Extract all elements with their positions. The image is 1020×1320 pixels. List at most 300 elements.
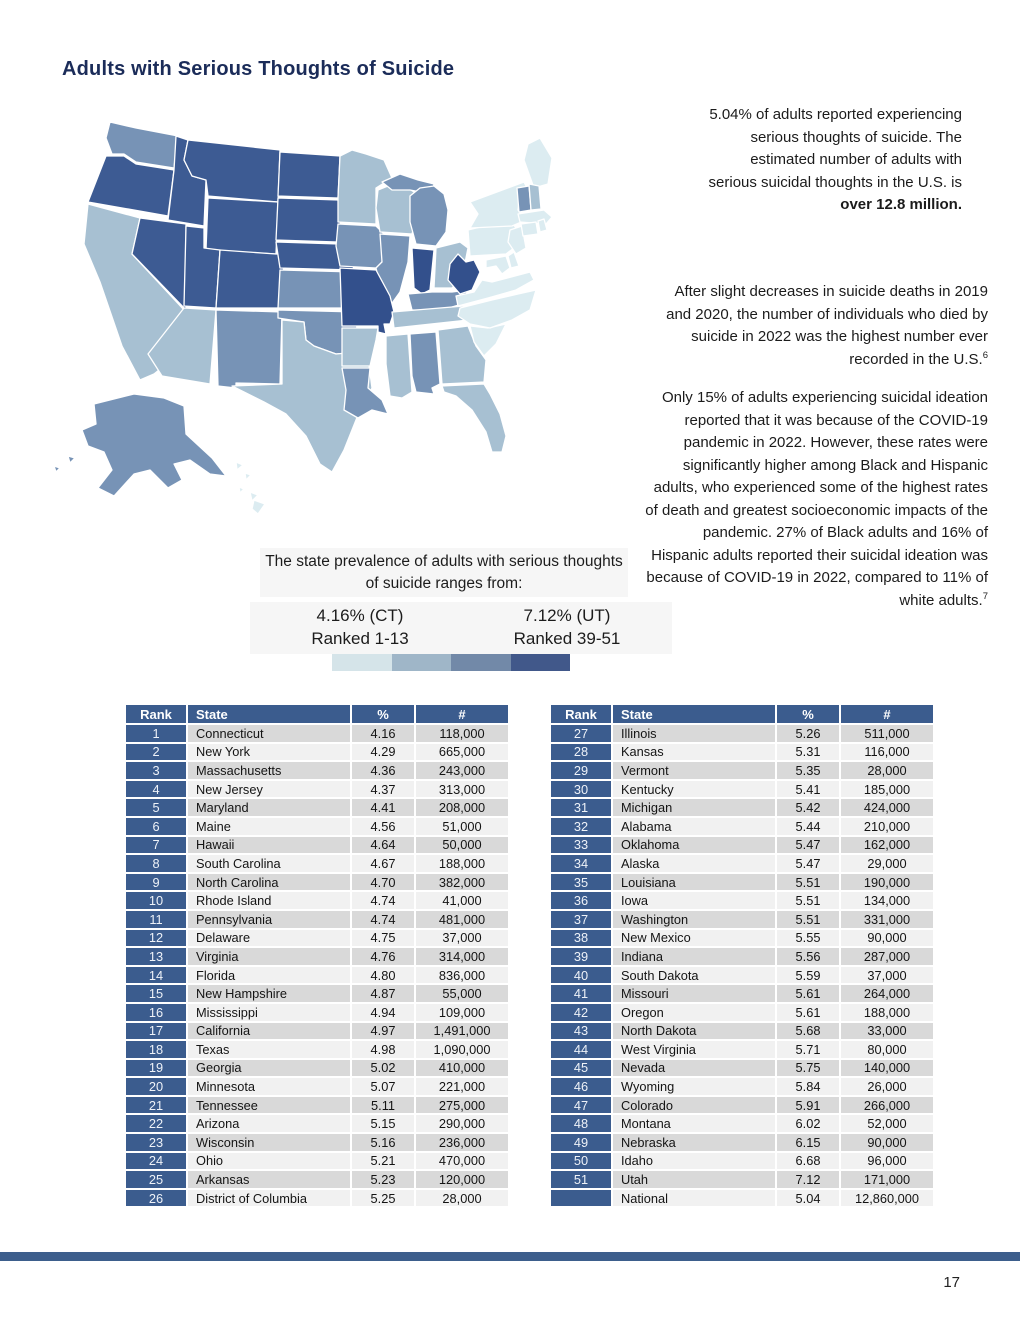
rank-cell: 32 (551, 818, 611, 835)
table-row (126, 762, 508, 779)
percent-cell: 5.55 (777, 930, 839, 947)
rank-cell: 24 (126, 1153, 186, 1170)
page-title: Adults with Serious Thoughts of Suicide (62, 58, 455, 80)
percent-cell: 5.25 (352, 1190, 414, 1207)
state-cell: Minnesota (188, 1078, 350, 1095)
table-row (126, 799, 508, 816)
count-cell: 134,000 (841, 892, 933, 909)
state-cell: National (613, 1190, 775, 1207)
table-row (551, 837, 933, 854)
table-row (551, 1023, 933, 1040)
state-cell: Louisiana (613, 874, 775, 891)
table-row (551, 930, 933, 947)
rank-cell: 47 (551, 1097, 611, 1114)
rank-cell: 27 (551, 725, 611, 742)
footnote-6: 6 (982, 349, 988, 361)
count-cell: 210,000 (841, 818, 933, 835)
rank-cell: 51 (551, 1171, 611, 1188)
state-cell: Missouri (613, 985, 775, 1002)
percent-cell: 4.37 (352, 781, 414, 798)
state-cell: Idaho (613, 1153, 775, 1170)
column-header: Rank (551, 705, 611, 723)
count-cell: 1,090,000 (416, 1041, 508, 1058)
count-cell: 28,000 (841, 762, 933, 779)
count-cell: 118,000 (416, 725, 508, 742)
state-indiana (412, 248, 434, 294)
state-cell: Arizona (188, 1115, 350, 1132)
state-cell: Vermont (613, 762, 775, 779)
percent-cell: 5.75 (777, 1060, 839, 1077)
table-row (126, 818, 508, 835)
state-cell: New Mexico (613, 930, 775, 947)
rank-cell: 42 (551, 1004, 611, 1021)
rank-cell: 7 (126, 837, 186, 854)
percent-cell: 5.47 (777, 837, 839, 854)
legend-low-value: 4.16% (CT) (316, 606, 404, 625)
percent-cell: 4.70 (352, 874, 414, 891)
state-cell: Virginia (188, 948, 350, 965)
rank-cell: 18 (126, 1041, 186, 1058)
count-cell: 50,000 (416, 837, 508, 854)
state-cell: Connecticut (188, 725, 350, 742)
rank-cell: 33 (551, 837, 611, 854)
rank-cell: 36 (551, 892, 611, 909)
percent-cell: 5.84 (777, 1078, 839, 1095)
percent-cell: 5.26 (777, 725, 839, 742)
table-row (551, 855, 933, 872)
state-arkansas (342, 328, 378, 366)
percent-cell: 6.15 (777, 1134, 839, 1151)
count-cell: 275,000 (416, 1097, 508, 1114)
percent-cell: 4.16 (352, 725, 414, 742)
rank-cell: 40 (551, 967, 611, 984)
table-row (551, 892, 933, 909)
suicide-deaths-paragraph (648, 281, 988, 371)
rank-cell: 25 (126, 1171, 186, 1188)
count-cell: 51,000 (416, 818, 508, 835)
count-cell: 382,000 (416, 874, 508, 891)
percent-cell: 5.51 (777, 892, 839, 909)
rank-cell: 14 (126, 967, 186, 984)
state-cell: Kentucky (613, 781, 775, 798)
percent-cell: 4.94 (352, 1004, 414, 1021)
state-cell: Indiana (613, 948, 775, 965)
table-row (551, 818, 933, 835)
page-number: 17 (943, 1274, 960, 1291)
rank-cell: 48 (551, 1115, 611, 1132)
state-cell: Rhode Island (188, 892, 350, 909)
state-cell: Pennsylvania (188, 911, 350, 928)
deaths-text: After slight decreases in suicide deaths in 2019 and 2020, the number of individuals who died by suicide in 2022 was the highest number ever recorded in the U.S. (666, 283, 988, 368)
hawaii-island (245, 473, 251, 480)
table-row (126, 1171, 508, 1188)
count-cell: 221,000 (416, 1078, 508, 1095)
intro-bold-stat: over 12.8 million. (840, 196, 962, 213)
table-row (126, 948, 508, 965)
state-cell: North Carolina (188, 874, 350, 891)
count-cell: 190,000 (841, 874, 933, 891)
state-cell: New York (188, 744, 350, 761)
colorbar-segment-2 (392, 654, 452, 671)
table-row (126, 1060, 508, 1077)
rank-cell: 6 (126, 818, 186, 835)
table-row (551, 1097, 933, 1114)
table-row (551, 1190, 933, 1207)
state-cell: Michigan (613, 799, 775, 816)
rank-cell: 41 (551, 985, 611, 1002)
state-cell: Iowa (613, 892, 775, 909)
percent-cell: 5.35 (777, 762, 839, 779)
legend-high-rank: Ranked 39-51 (513, 628, 621, 648)
covid-ideation-paragraph (644, 387, 988, 612)
state-new-hampshire (529, 184, 541, 210)
count-cell: 424,000 (841, 799, 933, 816)
rank-cell: 11 (126, 911, 186, 928)
percent-cell: 6.02 (777, 1115, 839, 1132)
count-cell: 28,000 (416, 1190, 508, 1207)
percent-cell: 5.47 (777, 855, 839, 872)
rank-cell: 31 (551, 799, 611, 816)
table-row (126, 892, 508, 909)
us-choropleth-map (40, 96, 660, 551)
state-cell: Maine (188, 818, 350, 835)
percent-cell: 4.80 (352, 967, 414, 984)
rank-cell: 20 (126, 1078, 186, 1095)
count-cell: 236,000 (416, 1134, 508, 1151)
covid-text: Only 15% of adults experiencing suicidal ideation reported that it was because of the COVID-19 pandemic in 2022. However, these rates were significantly higher among Black and Hispanic adults, who experienced some of the highest rates of death and greatest socioeconomic impacts of the pandemic. 27% of Black adults and 16% of Hispanic adults reported their suicidal ideation was because of COVID-19 in 2022, compared to 11% of white adults. (645, 389, 988, 609)
state-cell: Hawaii (188, 837, 350, 854)
table-header-row (126, 705, 508, 723)
table-row (551, 948, 933, 965)
rank-cell (551, 1190, 611, 1207)
intro-text: 5.04% of adults reported experiencing serious thoughts of suicide. The estimated number of adults with serious suicidal thoughts in the U.S. is (708, 106, 962, 191)
column-header: State (188, 705, 350, 723)
intro-paragraph (706, 104, 962, 217)
table-row (126, 874, 508, 891)
count-cell: 185,000 (841, 781, 933, 798)
table-row (551, 762, 933, 779)
state-cell: Georgia (188, 1060, 350, 1077)
state-cell: Tennessee (188, 1097, 350, 1114)
count-cell: 511,000 (841, 725, 933, 742)
rank-cell: 21 (126, 1097, 186, 1114)
state-iowa (336, 224, 386, 268)
percent-cell: 5.21 (352, 1153, 414, 1170)
percent-cell: 4.74 (352, 911, 414, 928)
percent-cell: 4.74 (352, 892, 414, 909)
state-cell: Massachusetts (188, 762, 350, 779)
count-cell: 470,000 (416, 1153, 508, 1170)
colorbar-segment-4 (511, 654, 571, 671)
table-row (126, 967, 508, 984)
table-row (126, 1134, 508, 1151)
state-cell: Wyoming (613, 1078, 775, 1095)
count-cell: 116,000 (841, 744, 933, 761)
rank-cell: 35 (551, 874, 611, 891)
alaska-island (54, 466, 60, 472)
rank-cell: 50 (551, 1153, 611, 1170)
table-row (551, 1078, 933, 1095)
rank-cell: 46 (551, 1078, 611, 1095)
table-row (126, 985, 508, 1002)
column-header: # (416, 705, 508, 723)
percent-cell: 5.59 (777, 967, 839, 984)
state-cell: Colorado (613, 1097, 775, 1114)
state-wyoming (206, 198, 278, 254)
state-cell: Maryland (188, 799, 350, 816)
percent-cell: 5.61 (777, 1004, 839, 1021)
table-row (551, 1004, 933, 1021)
count-cell: 90,000 (841, 930, 933, 947)
state-cell: California (188, 1023, 350, 1040)
percent-cell: 5.44 (777, 818, 839, 835)
percent-cell: 5.02 (352, 1060, 414, 1077)
table-row (126, 1190, 508, 1207)
percent-cell: 5.42 (777, 799, 839, 816)
count-cell: 55,000 (416, 985, 508, 1002)
column-header: # (841, 705, 933, 723)
table-row (126, 1041, 508, 1058)
table-row (126, 1153, 508, 1170)
rank-cell: 23 (126, 1134, 186, 1151)
rank-cell: 13 (126, 948, 186, 965)
count-cell: 287,000 (841, 948, 933, 965)
rank-cell: 12 (126, 930, 186, 947)
rank-cell: 29 (551, 762, 611, 779)
state-cell: Nebraska (613, 1134, 775, 1151)
percent-cell: 5.91 (777, 1097, 839, 1114)
count-cell: 313,000 (416, 781, 508, 798)
table-row (551, 1115, 933, 1132)
rank-cell: 1 (126, 725, 186, 742)
count-cell: 836,000 (416, 967, 508, 984)
state-new-mexico (216, 310, 282, 388)
table-row (551, 874, 933, 891)
state-cell: Ohio (188, 1153, 350, 1170)
percent-cell: 5.61 (777, 985, 839, 1002)
rank-cell: 30 (551, 781, 611, 798)
count-cell: 96,000 (841, 1153, 933, 1170)
legend-colorbar (332, 654, 570, 671)
percent-cell: 4.56 (352, 818, 414, 835)
state-cell: District of Columbia (188, 1190, 350, 1207)
table-row (126, 855, 508, 872)
count-cell: 188,000 (416, 855, 508, 872)
hawaii-island (252, 500, 265, 514)
table-row (126, 781, 508, 798)
percent-cell: 4.98 (352, 1041, 414, 1058)
state-cell: Wisconsin (188, 1134, 350, 1151)
percent-cell: 6.68 (777, 1153, 839, 1170)
state-maine (524, 138, 552, 188)
count-cell: 208,000 (416, 799, 508, 816)
rank-cell: 9 (126, 874, 186, 891)
percent-cell: 5.41 (777, 781, 839, 798)
table-row (551, 1134, 933, 1151)
percent-cell: 4.36 (352, 762, 414, 779)
rank-cell: 39 (551, 948, 611, 965)
state-cell: West Virginia (613, 1041, 775, 1058)
count-cell: 266,000 (841, 1097, 933, 1114)
rank-cell: 28 (551, 744, 611, 761)
colorbar-segment-3 (451, 654, 511, 671)
rank-cell: 15 (126, 985, 186, 1002)
rank-cell: 43 (551, 1023, 611, 1040)
count-cell: 188,000 (841, 1004, 933, 1021)
percent-cell: 4.76 (352, 948, 414, 965)
rank-cell: 45 (551, 1060, 611, 1077)
state-cell: New Jersey (188, 781, 350, 798)
count-cell: 665,000 (416, 744, 508, 761)
rank-cell: 4 (126, 781, 186, 798)
state-cell: North Dakota (613, 1023, 775, 1040)
table-row (126, 1097, 508, 1114)
count-cell: 314,000 (416, 948, 508, 965)
hawaii-island (239, 487, 244, 493)
state-alabama (410, 332, 440, 394)
count-cell: 37,000 (841, 967, 933, 984)
legend-low-range (250, 602, 470, 654)
percent-cell: 5.23 (352, 1171, 414, 1188)
count-cell: 264,000 (841, 985, 933, 1002)
state-alaska (82, 394, 226, 496)
state-colorado (216, 250, 284, 308)
percent-cell: 5.71 (777, 1041, 839, 1058)
percent-cell: 5.16 (352, 1134, 414, 1151)
state-cell: Utah (613, 1171, 775, 1188)
colorbar-segment-1 (332, 654, 392, 671)
count-cell: 109,000 (416, 1004, 508, 1021)
table-row (126, 744, 508, 761)
state-cell: Texas (188, 1041, 350, 1058)
table-header-row (551, 705, 933, 723)
count-cell: 12,860,000 (841, 1190, 933, 1207)
table-row (551, 985, 933, 1002)
legend-high-range (462, 602, 672, 654)
state-connecticut (521, 222, 538, 236)
legend-low-rank: Ranked 1-13 (311, 628, 409, 648)
rank-cell: 8 (126, 855, 186, 872)
column-header: % (352, 705, 414, 723)
column-header: State (613, 705, 775, 723)
count-cell: 171,000 (841, 1171, 933, 1188)
state-mississippi (386, 334, 412, 398)
table-row (551, 967, 933, 984)
map-legend-heading: The state prevalence of adults with serious thoughts of suicide ranges from: (260, 548, 628, 597)
percent-cell: 4.41 (352, 799, 414, 816)
state-cell: Alabama (613, 818, 775, 835)
state-michigan (410, 186, 448, 246)
percent-cell: 7.12 (777, 1171, 839, 1188)
state-cell: Florida (188, 967, 350, 984)
state-cell: Kansas (613, 744, 775, 761)
footer-divider-bar (0, 1252, 1020, 1261)
state-north-dakota (278, 152, 340, 198)
state-cell: Arkansas (188, 1171, 350, 1188)
table-row (126, 1115, 508, 1132)
rank-cell: 17 (126, 1023, 186, 1040)
rank-cell: 22 (126, 1115, 186, 1132)
table-row (551, 781, 933, 798)
count-cell: 481,000 (416, 911, 508, 928)
count-cell: 410,000 (416, 1060, 508, 1077)
column-header: Rank (126, 705, 186, 723)
state-cell: Oregon (613, 1004, 775, 1021)
table-row (551, 1041, 933, 1058)
state-rank-table-left (124, 703, 510, 1208)
table-row (126, 837, 508, 854)
count-cell: 140,000 (841, 1060, 933, 1077)
percent-cell: 5.04 (777, 1190, 839, 1207)
rank-cell: 19 (126, 1060, 186, 1077)
column-header: % (777, 705, 839, 723)
legend-high-value: 7.12% (UT) (523, 606, 611, 625)
count-cell: 290,000 (416, 1115, 508, 1132)
state-cell: Washington (613, 911, 775, 928)
table-row (126, 930, 508, 947)
count-cell: 41,000 (416, 892, 508, 909)
percent-cell: 4.64 (352, 837, 414, 854)
footnote-7: 7 (982, 590, 988, 602)
rank-cell: 5 (126, 799, 186, 816)
state-cell: Illinois (613, 725, 775, 742)
rank-cell: 44 (551, 1041, 611, 1058)
count-cell: 120,000 (416, 1171, 508, 1188)
count-cell: 26,000 (841, 1078, 933, 1095)
state-cell: New Hampshire (188, 985, 350, 1002)
table-row (126, 1004, 508, 1021)
table-row (551, 1171, 933, 1188)
rank-cell: 16 (126, 1004, 186, 1021)
count-cell: 243,000 (416, 762, 508, 779)
percent-cell: 4.97 (352, 1023, 414, 1040)
count-cell: 52,000 (841, 1115, 933, 1132)
count-cell: 162,000 (841, 837, 933, 854)
state-cell: Delaware (188, 930, 350, 947)
state-cell: Oklahoma (613, 837, 775, 854)
count-cell: 80,000 (841, 1041, 933, 1058)
state-cell: South Dakota (613, 967, 775, 984)
percent-cell: 5.68 (777, 1023, 839, 1040)
count-cell: 37,000 (416, 930, 508, 947)
rank-cell: 26 (126, 1190, 186, 1207)
state-cell: Alaska (613, 855, 775, 872)
percent-cell: 4.29 (352, 744, 414, 761)
hawaii-island (236, 462, 243, 470)
state-rank-table-right (549, 703, 935, 1208)
count-cell: 29,000 (841, 855, 933, 872)
percent-cell: 5.56 (777, 948, 839, 965)
percent-cell: 5.51 (777, 911, 839, 928)
table-row (551, 725, 933, 742)
rank-cell: 3 (126, 762, 186, 779)
count-cell: 33,000 (841, 1023, 933, 1040)
rank-cell: 37 (551, 911, 611, 928)
percent-cell: 4.87 (352, 985, 414, 1002)
state-south-dakota (276, 198, 342, 242)
state-florida (442, 384, 506, 452)
rank-cell: 38 (551, 930, 611, 947)
percent-cell: 5.07 (352, 1078, 414, 1095)
table-row (126, 1023, 508, 1040)
percent-cell: 5.31 (777, 744, 839, 761)
state-cell: Montana (613, 1115, 775, 1132)
rank-cell: 49 (551, 1134, 611, 1151)
rank-cell: 2 (126, 744, 186, 761)
alaska-island (68, 456, 75, 463)
table-row (551, 911, 933, 928)
table-row (126, 1078, 508, 1095)
